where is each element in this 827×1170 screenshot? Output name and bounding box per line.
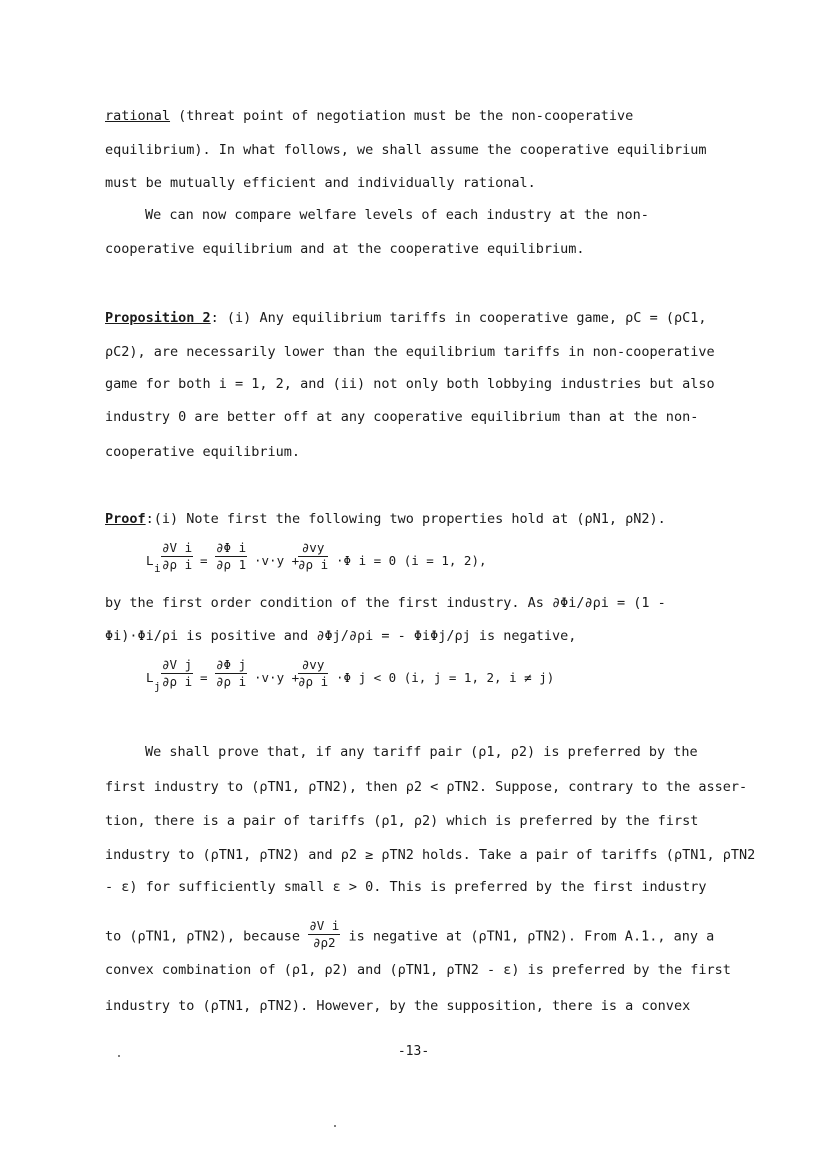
eq-subscript: j [154, 680, 161, 693]
underlined-word: rational [105, 108, 171, 124]
text-span: (threat point of negotiation must be the non-cooperative [170, 108, 634, 124]
eq-lhs: L [146, 670, 154, 685]
text-line: tion, there is a pair of tariffs (ρ1, ρ2) which is preferred by the first [105, 813, 699, 829]
text-line: We shall prove that, if any tariff pair (ρ1, ρ2) is preferred by the [145, 744, 698, 760]
text-span: :(i) Note first the following two properties hold at (ρN1, ρN2). [145, 511, 666, 527]
text-line: equilibrium). In what follows, we shall assume the cooperative equilibrium [105, 142, 707, 158]
proposition-heading: Proposition 2 [105, 310, 211, 326]
text-line: industry 0 are better off at any cooperative equilibrium than at the non- [105, 409, 699, 425]
text-line: must be mutually efficient and individually rational. [105, 175, 536, 191]
eq-middle: ·v·y + [254, 670, 300, 685]
fraction: $\frac{\text{∂V i}}{\partial\rho 2}$ [309, 918, 340, 950]
eq-middle: ·v·y + [254, 553, 300, 568]
text-line [105, 920, 714, 953]
fraction: $\frac{\text{∂V i}}{\text{∂ρ i}}$ [162, 540, 193, 572]
equals-sign: = [200, 670, 208, 685]
text-line [105, 106, 633, 126]
text-span: : (i) Any equilibrium tariffs in cooperative game, ρC = (ρC1, [210, 310, 707, 326]
text-line: We can now compare welfare levels of each industry at the non- [145, 207, 649, 223]
eq-tail: ·Φ j < 0 (i, j = 1, 2, i ≠ j) [336, 670, 555, 685]
text-line: first industry to (ρTN1, ρTN2), then ρ2 < ρTN2. Suppose, contrary to the asser- [105, 779, 748, 795]
text-line: - ε) for sufficiently small ε > 0. This is preferred by the first industry [105, 879, 707, 895]
proof-heading: Proof [105, 511, 146, 527]
fraction: $\frac{\partial vy}{\text{∂ρ i}}$ [298, 540, 329, 572]
eq-lhs: L [146, 553, 154, 568]
text-line: by the first order condition of the first industry. As ∂Φi/∂ρi = (1 - [105, 595, 666, 611]
page-number: -13- [397, 1044, 430, 1059]
text-line: convex combination of (ρ1, ρ2) and (ρTN1, ρTN2 - ε) is preferred by the first [105, 962, 731, 978]
scan-speck [334, 1125, 336, 1127]
text-line: industry to (ρTN1, ρTN2) and ρ2 ≥ ρTN2 holds. Take a pair of tariffs (ρTN1, ρTN2 [105, 847, 756, 863]
proposition-line [105, 308, 706, 328]
text-line: ρC2), are necessarily lower than the equilibrium tariffs in non-cooperative [105, 344, 715, 360]
fraction: $\frac{\text{∂Φ i}}{\partial\rho 1}$ [216, 540, 247, 572]
proof-line [105, 509, 666, 529]
eq-subscript: i [154, 562, 161, 575]
equals-sign: = [200, 553, 208, 568]
fraction: $\frac{\text{∂V j}}{\text{∂ρ i}}$ [162, 657, 193, 689]
fraction: $\frac{\partial vy}{\text{∂ρ i}}$ [298, 657, 329, 689]
text-line: industry to (ρTN1, ρTN2). However, by the supposition, there is a convex [105, 998, 691, 1014]
text-line: cooperative equilibrium and at the cooperative equilibrium. [105, 241, 585, 257]
scan-speck [118, 1055, 120, 1057]
text-line: cooperative equilibrium. [105, 444, 301, 460]
text-span: to (ρTN1, ρTN2), because [105, 928, 301, 945]
fraction: $\frac{\text{∂Φ j}}{\text{∂ρ i}}$ [216, 657, 247, 689]
text-line: game for both i = 1, 2, and (ii) not only both lobbying industries but also [105, 376, 715, 392]
text-span: is negative at (ρTN1, ρTN2). From A.1., any a [348, 928, 715, 945]
text-line: Φi)·Φi/ρi is positive and ∂Φj/∂ρi = - ΦiΦj/ρj is negative, [105, 628, 577, 644]
eq-tail: ·Φ i = 0 (i = 1, 2), [336, 553, 487, 568]
